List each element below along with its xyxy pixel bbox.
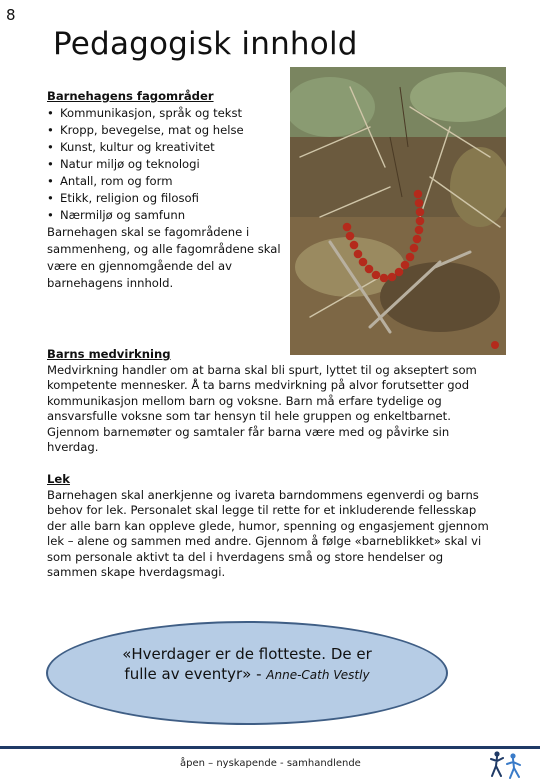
list-item: • Nærmiljø og samfunn (47, 207, 282, 224)
quote-author: Anne-Cath Vestly (266, 668, 370, 682)
page-title: Pedagogisk innhold (53, 26, 358, 62)
section-paragraph: Medvirkning handler om at barna skal bli spurt, lyttet til og akseptert som kompetente mennesker. Å ta barns medvirkning på alvor forutsetter god kommunikasjon mellom barn og voksne. Barn må erfare tydelige og ansvarsfulle voksne som tar hensyn til hele gruppen og enkeltbarnet. Gjennom barnemøter og samtaler får barna være med og påvirke sin hverdag. (47, 362, 477, 454)
section-fagomrader (47, 88, 282, 292)
footer-tagline: åpen – nyskapende - samhandlende (180, 758, 361, 769)
section-lek (47, 472, 497, 581)
section-heading: Barns medvirkning (47, 347, 171, 361)
section-paragraph: Barnehagen skal anerkjenne og ivareta barndommens egenverdi og barns behov for lek. Personalet skal legge til rette for et inkluderende fellesskap der alle barn kan oppleve glede, humor, spenning og engasjement gjennom lek – alene og sammen med andre. Gjennom å følge «barneblikket» skal vi som personale aktivt ta del i hverdagens små og store hendelser og sammen skape hverdagsmagi. (47, 487, 489, 579)
list-item: • Kropp, bevegelse, mat og helse (47, 122, 282, 139)
section-heading: Barnehagens fagområder (47, 89, 214, 103)
list-item: • Etikk, religion og filosofi (47, 190, 282, 207)
list-item: • Natur miljø og teknologi (47, 156, 282, 173)
quote (46, 644, 448, 685)
playing-children-logo-icon (488, 750, 524, 780)
page-number: 8 (6, 6, 16, 24)
section-heading: Lek (47, 472, 70, 486)
nature-photo (290, 67, 506, 355)
footer-divider (0, 746, 540, 749)
list-item: • Kommunikasjon, språk og tekst (47, 105, 282, 122)
section-paragraph: Barnehagen skal se fagområdene i sammenheng, og alle fagområdene skal være en gjennomgående del av barnehagens innhold. (47, 225, 281, 290)
quote-line: fulle av eventyr» - (124, 665, 267, 683)
quote-line: «Hverdager er de flotteste. De er (122, 645, 372, 663)
list-item: • Kunst, kultur og kreativitet (47, 139, 282, 156)
quote-line-with-author (46, 664, 448, 685)
list-item: • Antall, rom og form (47, 173, 282, 190)
fagomrader-list (47, 105, 282, 224)
section-medvirkning (47, 347, 497, 456)
